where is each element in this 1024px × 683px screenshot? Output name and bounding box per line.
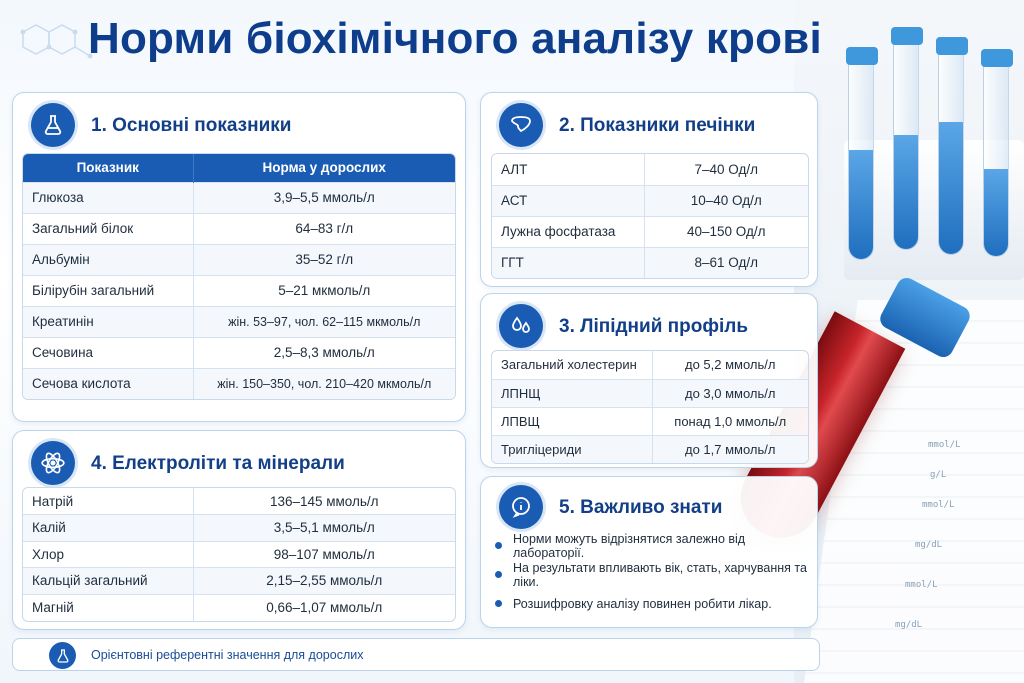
flask-icon bbox=[31, 103, 75, 147]
indicator-name: Тригліцериди bbox=[492, 435, 652, 463]
info-icon bbox=[499, 485, 543, 529]
indicator-name: ЛПВЩ bbox=[492, 407, 652, 435]
table-header: Норма у дорослих bbox=[193, 154, 455, 182]
indicator-name: Хлор bbox=[23, 541, 193, 568]
indicator-value: понад 1,0 ммоль/л bbox=[652, 407, 808, 435]
molecule-icon bbox=[8, 22, 98, 72]
indicator-name: Калій bbox=[23, 515, 193, 542]
indicator-value: 7–40 Од/л bbox=[694, 161, 758, 177]
card-title: 2. Показники печінки bbox=[559, 115, 756, 136]
sheet-label: mmol/L bbox=[928, 440, 961, 450]
table-row bbox=[492, 154, 808, 185]
indicator-name: Білірубін загальний bbox=[23, 275, 193, 306]
footer-note bbox=[12, 638, 820, 671]
card-title: 1. Основні показники bbox=[91, 115, 292, 136]
sheet-label: mg/dL bbox=[895, 620, 923, 630]
sheet-label: mmol/L bbox=[922, 500, 955, 510]
indicator-name: Кальцій загальний bbox=[23, 568, 193, 595]
card-title: 5. Важливо знати bbox=[559, 497, 723, 518]
list-item bbox=[495, 589, 817, 618]
table-row bbox=[492, 216, 808, 247]
indicator-value: 10–40 Од/л bbox=[644, 185, 808, 216]
indicator-value: 40–150 Од/л bbox=[644, 216, 808, 247]
card-important-info bbox=[480, 476, 818, 628]
main-indicators-table bbox=[22, 153, 456, 400]
indicator-name: ГГТ bbox=[492, 247, 644, 278]
indicator-value: 2,15–2,55 ммоль/л bbox=[193, 568, 455, 595]
table-row bbox=[492, 351, 808, 379]
indicator-value: 5–21 мкмоль/л bbox=[193, 275, 455, 306]
table-row bbox=[23, 182, 455, 213]
sheet-label: mmol/L bbox=[905, 580, 938, 590]
card-electrolytes bbox=[12, 430, 466, 630]
table-row bbox=[23, 306, 455, 337]
page-title: Норми біохімічного аналізу крові bbox=[88, 14, 822, 63]
test-tube bbox=[848, 60, 874, 260]
list-item bbox=[495, 531, 817, 560]
droplets-icon bbox=[499, 304, 543, 348]
indicator-value: жін. 53–97, чол. 62–115 мкмоль/л bbox=[193, 306, 455, 337]
liver-icon bbox=[499, 103, 543, 147]
card-lipid-profile bbox=[480, 293, 818, 468]
indicator-value: до 1,7 ммоль/л bbox=[652, 435, 808, 463]
indicator-name: ЛПНЩ bbox=[492, 379, 652, 407]
table-row bbox=[23, 337, 455, 368]
indicator-value: 3,9–5,5 ммоль/л bbox=[193, 182, 455, 213]
table-row bbox=[492, 407, 808, 435]
table-row bbox=[492, 435, 808, 463]
indicator-value: 98–107 ммоль/л bbox=[193, 541, 455, 568]
footer-text: Орієнтовні референтні значення для дорослих bbox=[91, 648, 364, 662]
table-row bbox=[492, 247, 808, 278]
indicator-value: 35–52 г/л bbox=[193, 244, 455, 275]
table-row bbox=[492, 379, 808, 407]
liver-table bbox=[491, 153, 809, 279]
indicator-name: Магній bbox=[23, 594, 193, 621]
bullet-icon bbox=[495, 600, 502, 607]
table-row bbox=[23, 568, 455, 595]
table-header: Показник bbox=[23, 154, 193, 182]
info-list bbox=[495, 531, 817, 618]
indicator-value: 136–145 ммоль/л bbox=[269, 493, 379, 509]
indicator-name: Глюкоза bbox=[23, 182, 193, 213]
test-tube bbox=[893, 40, 919, 250]
card-title: 3. Ліпідний профіль bbox=[559, 316, 749, 337]
electrolytes-table bbox=[22, 487, 456, 622]
table-row bbox=[23, 488, 455, 515]
card-main-indicators bbox=[12, 92, 466, 422]
list-item bbox=[495, 560, 817, 589]
table-row bbox=[492, 185, 808, 216]
indicator-name: Альбумін bbox=[23, 244, 193, 275]
indicator-value: жін. 150–350, чол. 210–420 мкмоль/л bbox=[193, 368, 455, 399]
indicator-name: Лужна фосфатаза bbox=[492, 216, 644, 247]
indicator-value: 64–83 г/л bbox=[193, 213, 455, 244]
lipid-table bbox=[491, 350, 809, 464]
table-row bbox=[23, 275, 455, 306]
flask-icon bbox=[49, 642, 76, 669]
test-tube bbox=[983, 62, 1009, 257]
indicator-value: 3,5–5,1 ммоль/л bbox=[193, 515, 455, 542]
list-item-text: Розшифровку аналізу повинен робити лікар. bbox=[513, 596, 772, 611]
table-row bbox=[23, 515, 455, 542]
test-tube bbox=[938, 50, 964, 255]
table-row bbox=[23, 594, 455, 621]
table-row bbox=[23, 368, 455, 399]
indicator-name: Натрій bbox=[23, 488, 193, 515]
table-row bbox=[23, 541, 455, 568]
table-row bbox=[23, 213, 455, 244]
indicator-name: Сечова кислота bbox=[23, 368, 193, 399]
list-item-text: На результати впливають вік, стать, харчування та ліки. bbox=[513, 560, 807, 589]
indicator-value: 0,66–1,07 ммоль/л bbox=[193, 594, 455, 621]
list-item-text: Норми можуть відрізнятися залежно від лабораторії. bbox=[513, 531, 746, 560]
indicator-value: до 3,0 ммоль/л bbox=[652, 379, 808, 407]
card-liver-indicators bbox=[480, 92, 818, 287]
indicator-value: 2,5–8,3 ммоль/л bbox=[193, 337, 455, 368]
indicator-name: Загальний білок bbox=[23, 213, 193, 244]
indicator-name: Креатинін bbox=[23, 306, 193, 337]
indicator-name: АЛТ bbox=[492, 154, 644, 185]
indicator-name: АСТ bbox=[492, 185, 644, 216]
table-row bbox=[23, 244, 455, 275]
indicator-name: Загальний холестерин bbox=[492, 351, 652, 379]
atom-icon bbox=[31, 441, 75, 485]
bullet-icon bbox=[495, 571, 502, 578]
indicator-value: до 5,2 ммоль/л bbox=[685, 357, 776, 373]
bullet-icon bbox=[495, 542, 502, 549]
card-title: 4. Електроліти та мінерали bbox=[91, 453, 345, 474]
sheet-label: g/L bbox=[930, 470, 947, 480]
sheet-label: mg/dL bbox=[915, 540, 943, 550]
indicator-name: Сечовина bbox=[23, 337, 193, 368]
indicator-value: 8–61 Од/л bbox=[644, 247, 808, 278]
